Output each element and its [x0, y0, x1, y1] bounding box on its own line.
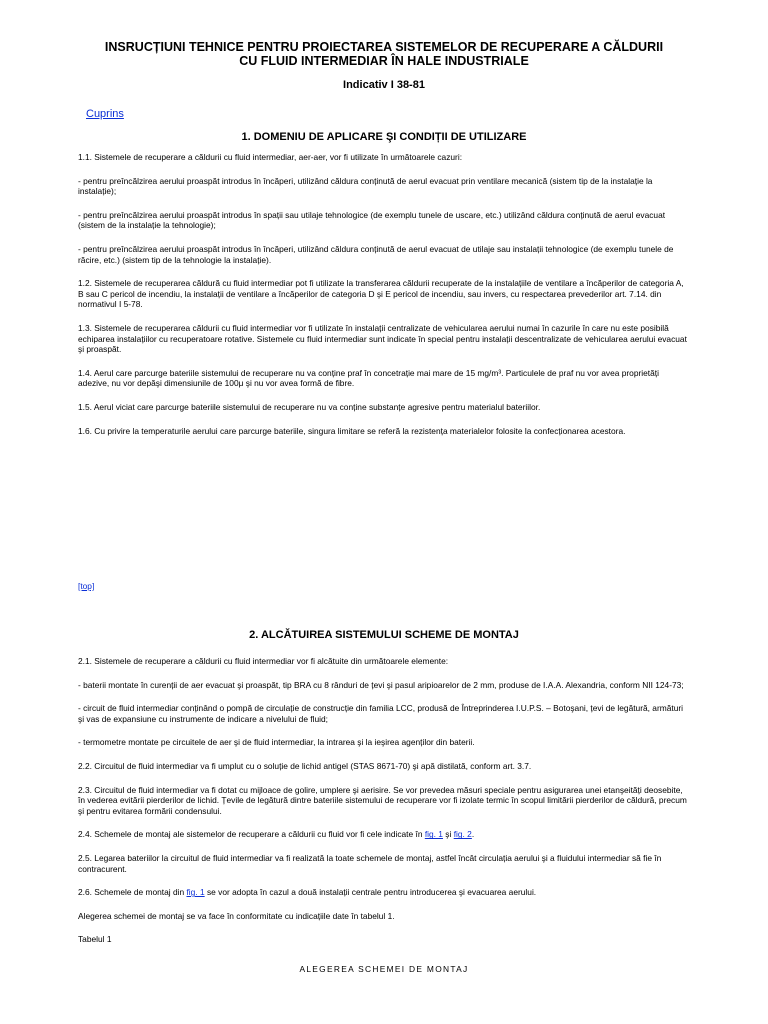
section-1: [78, 131, 690, 436]
paragraph: 2.3. Circuitul de fluid intermediar va fi dotat cu mijloace de golire, umplere şi aerisire. Se vor prevedea măsuri speciale pentru asigurarea unei etanşeități deosebite, în vederea evitării pierderilor de lichid. Țevile de legătură dintre bateriile sistemului de recuperare vor fi izolate termic în scopul limitării pierderilor de căldură, precum şi pentru evitarea formării condensului.: [78, 784, 687, 816]
section-1-heading: 1. DOMENIU DE APLICARE ŞI CONDIȚII DE UTILIZARE: [241, 131, 527, 143]
paragraph-text: 2.4. Schemele de montaj ale sistemelor de recuperare a căldurii cu fluid vor fi cele indicate în: [78, 829, 425, 840]
section-1-body: [78, 152, 690, 436]
paragraph-text: .: [471, 829, 475, 840]
paragraph: 1.5. Aerul viciat care parcurge bateriile sistemului de recuperare nu va conține substanțe agresive pentru materialul bateriilor.: [78, 401, 541, 412]
document-code: Indicativ I 38-81: [343, 79, 425, 91]
top-link[interactable]: [top]: [78, 581, 95, 591]
paragraph: 1.2. Sistemele de recuperarea căldură cu fluid intermediar pot fi utilizate la transferarea căldurii recuperate de la instalațiile de ventilare a încăperilor de categoria A, B sau C pericol de incendiu, la instalații de ventilare a încăperilor de categoria D şi E pericol de incendiu, sau invers, cu respectarea prevederilor art. 7.14. din normativul I 5-78.: [78, 278, 684, 310]
paragraph: 1.4. Aerul care parcurge bateriile sistemului de recuperare nu va conține praf în concetrație mai mare de 15 mg/m³. Particulele de praf nu vor avea proprietăți adezive, nu vor depăşi dimensiunile de 100μ şi nu vor avea formă de fibre.: [78, 367, 659, 389]
fig-1-link[interactable]: fig. 1: [186, 887, 205, 898]
paragraph: - pentru preîncălzirea aerului proaspăt introdus în spații sau utilaje tehnologice (de exemplu tunele de uscare, etc.) utilizând căldura conținută de aerul evacuat (sistem de la instalație la tehnologie);: [78, 209, 666, 231]
title-line-1: INSRUCȚIUNI TEHNICE PENTRU PROIECTAREA SISTEMELOR DE RECUPERARE A CĂLDURII: [104, 40, 664, 54]
paragraph-text: se vor adopta în cazul a două instalații centrale pentru introducerea şi evacuarea aerului.: [204, 887, 537, 898]
paragraph: 2.2. Circuitul de fluid intermediar va fi umplut cu o soluție de lichid antigel (STAS 8671-70) şi apă distilată, conform art. 3.7.: [78, 760, 532, 771]
document-title: [78, 0, 690, 68]
section-2: [78, 629, 690, 945]
paragraph-text: şi: [442, 829, 454, 840]
cuprins-link[interactable]: Cuprins: [86, 108, 124, 120]
fig-2-link[interactable]: fig. 2: [453, 829, 472, 840]
paragraph: 2.5. Legarea bateriilor la circuitul de fluid intermediar va fi realizată la toate schemele de montaj, astfel încât circulația aerului şi a fluidului intermediar să fie în contracurent.: [78, 852, 662, 874]
paragraph-text: 2.6. Schemele de montaj din: [78, 887, 187, 898]
table-label: Tabelul 1: [78, 934, 112, 945]
paragraph: - termometre montate pe circuitele de aer şi de fluid intermediar, la intrarea şi la ieşirea agenților din baterii.: [78, 737, 475, 748]
paragraph: 1.6. Cu privire la temperaturile aerului care parcurge bateriile, singura limitare se referă la rezistența materialelor folosite la confecționarea acestora.: [78, 425, 626, 436]
fig-1-link[interactable]: fig. 1: [424, 829, 443, 840]
table-caption: ALEGEREA SCHEMEI DE MONTAJ: [299, 964, 469, 974]
section-2-heading: 2. ALCĂTUIREA SISTEMULUI SCHEME DE MONTAJ: [249, 629, 519, 641]
paragraph: - baterii montate în curenții de aer evacuat şi proaspăt, tip BRA cu 8 rânduri de țevi şi pasul aripioarelor de 2 mm, produse de I.A.A. Alexandria, conform NII 124-73;: [78, 679, 684, 690]
paragraph-2-4: [78, 829, 690, 840]
paragraph: 1.3. Sistemele de recuperarea căldurii cu fluid intermediar vor fi utilizate în instalații centralizate de vehicularea aerului numai în cazurile în care nu este posibilă echiparea instalațiilor cu recuperatoare rotative. Sistemele cu fluid intermediar sunt indicate în special pentru instalații descentralizate de vehicularea aerului evacuat şi proaspăt.: [78, 322, 687, 355]
title-line-2: CU FLUID INTERMEDIAR ÎN HALE INDUSTRIALE: [239, 54, 529, 68]
paragraph: - pentru preîncălzirea aerului proaspăt introdus în încăperi, utilizând căldura conținută de aerul evacuat de utilaje sau instalații tehnologice (de exemplu tunele de răcire, etc.) (sistem tip de la tehnologie la instalație).: [78, 243, 674, 265]
paragraph: 1.1. Sistemele de recuperare a căldurii cu fluid intermediar, aer-aer, vor fi utilizate în următoarele cazuri:: [78, 152, 463, 162]
paragraph-2-6: [78, 887, 690, 898]
paragraph: 2.1. Sistemele de recuperare a căldurii cu fluid intermediar vor fi alcătuite din următoarele elemente:: [78, 656, 449, 666]
paragraph: - circuit de fluid intermediar conținând o pompă de circulație de construcție din familia LCC, produsă de Întreprinderea I.U.P.S. – Botoşani, țevi de legătură, armături şi vas de expansiune cu instrumente de indicare a nivelului de fluid;: [78, 703, 684, 724]
paragraph: Alegerea schemei de montaj se va face în conformitate cu indicațiile date în tabelul 1.: [78, 910, 395, 921]
paragraph: - pentru preîncălzirea aerului proaspăt introdus în încăperi, utilizând căldura conținută de aerul evacuat prin ventilare mecanică (sistem tip de la instalație la instalație);: [78, 175, 653, 197]
